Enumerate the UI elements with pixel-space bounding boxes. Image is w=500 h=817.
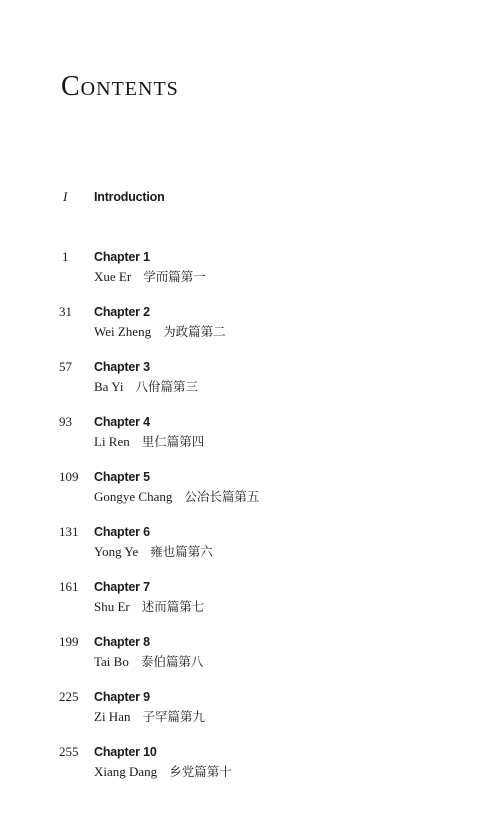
toc-subtitle [94,323,226,341]
toc-chinese-title: 里仁篇第四 [141,434,205,449]
toc-page-number: 161 [59,579,79,594]
toc-page-number: 109 [59,469,79,484]
toc-romanized-title: Zi Han [94,709,131,724]
toc-page-number: 225 [59,689,79,704]
toc-romanized-title: Ba Yi [94,379,124,394]
toc-heading: Introduction [94,190,165,204]
toc-heading: Chapter 5 [94,470,150,484]
toc-heading: Chapter 4 [94,415,150,429]
toc-chinese-title: 公冶长篇第五 [184,489,260,504]
toc-subtitle [94,708,205,726]
toc-heading: Chapter 10 [94,745,157,759]
page-title: Contents [61,71,179,102]
toc-romanized-title: Li Ren [94,434,130,449]
toc-page-number: 255 [59,744,79,759]
toc-chinese-title: 为政篇第二 [163,324,226,339]
toc-romanized-title: Gongye Chang [94,489,173,504]
toc-page-number: 93 [59,414,72,429]
toc-chinese-title: 泰伯篇第八 [140,654,204,669]
toc-subtitle [94,653,203,671]
toc-subtitle [94,268,206,286]
toc-page-number: 131 [59,524,79,539]
toc-heading: Chapter 3 [94,360,150,374]
toc-chinese-title: 子罕篇第九 [142,709,205,724]
toc-chinese-title: 乡党篇第十 [169,764,232,779]
toc-subtitle [94,488,259,506]
toc-chinese-title: 雍也篇第六 [150,544,213,559]
toc-heading: Chapter 2 [94,305,150,319]
toc-romanized-title: Shu Er [94,599,130,614]
toc-page-number: I [63,189,68,204]
toc-subtitle [94,378,198,396]
toc-subtitle [94,433,204,451]
toc-romanized-title: Wei Zheng [94,324,152,339]
toc-romanized-title: Tai Bo [94,654,129,669]
toc-romanized-title: Xue Er [94,269,132,284]
toc-page-number: 57 [59,359,72,374]
toc-chinese-title: 八佾篇第三 [135,379,199,394]
toc-page-number: 1 [62,249,69,264]
toc-chinese-title: 学而篇第一 [143,269,206,284]
toc-heading: Chapter 8 [94,635,150,649]
toc-subtitle [94,598,204,616]
toc-chinese-title: 述而篇第七 [141,599,205,614]
toc-subtitle [94,543,213,561]
toc-romanized-title: Yong Ye [94,544,139,559]
toc-subtitle [94,763,232,781]
toc-romanized-title: Xiang Dang [94,764,158,779]
toc-heading: Chapter 1 [94,250,150,264]
toc-heading: Chapter 7 [94,580,150,594]
toc-page-number: 199 [59,634,79,649]
toc-heading: Chapter 9 [94,690,150,704]
toc-page-number: 31 [59,304,72,319]
toc-heading: Chapter 6 [94,525,150,539]
